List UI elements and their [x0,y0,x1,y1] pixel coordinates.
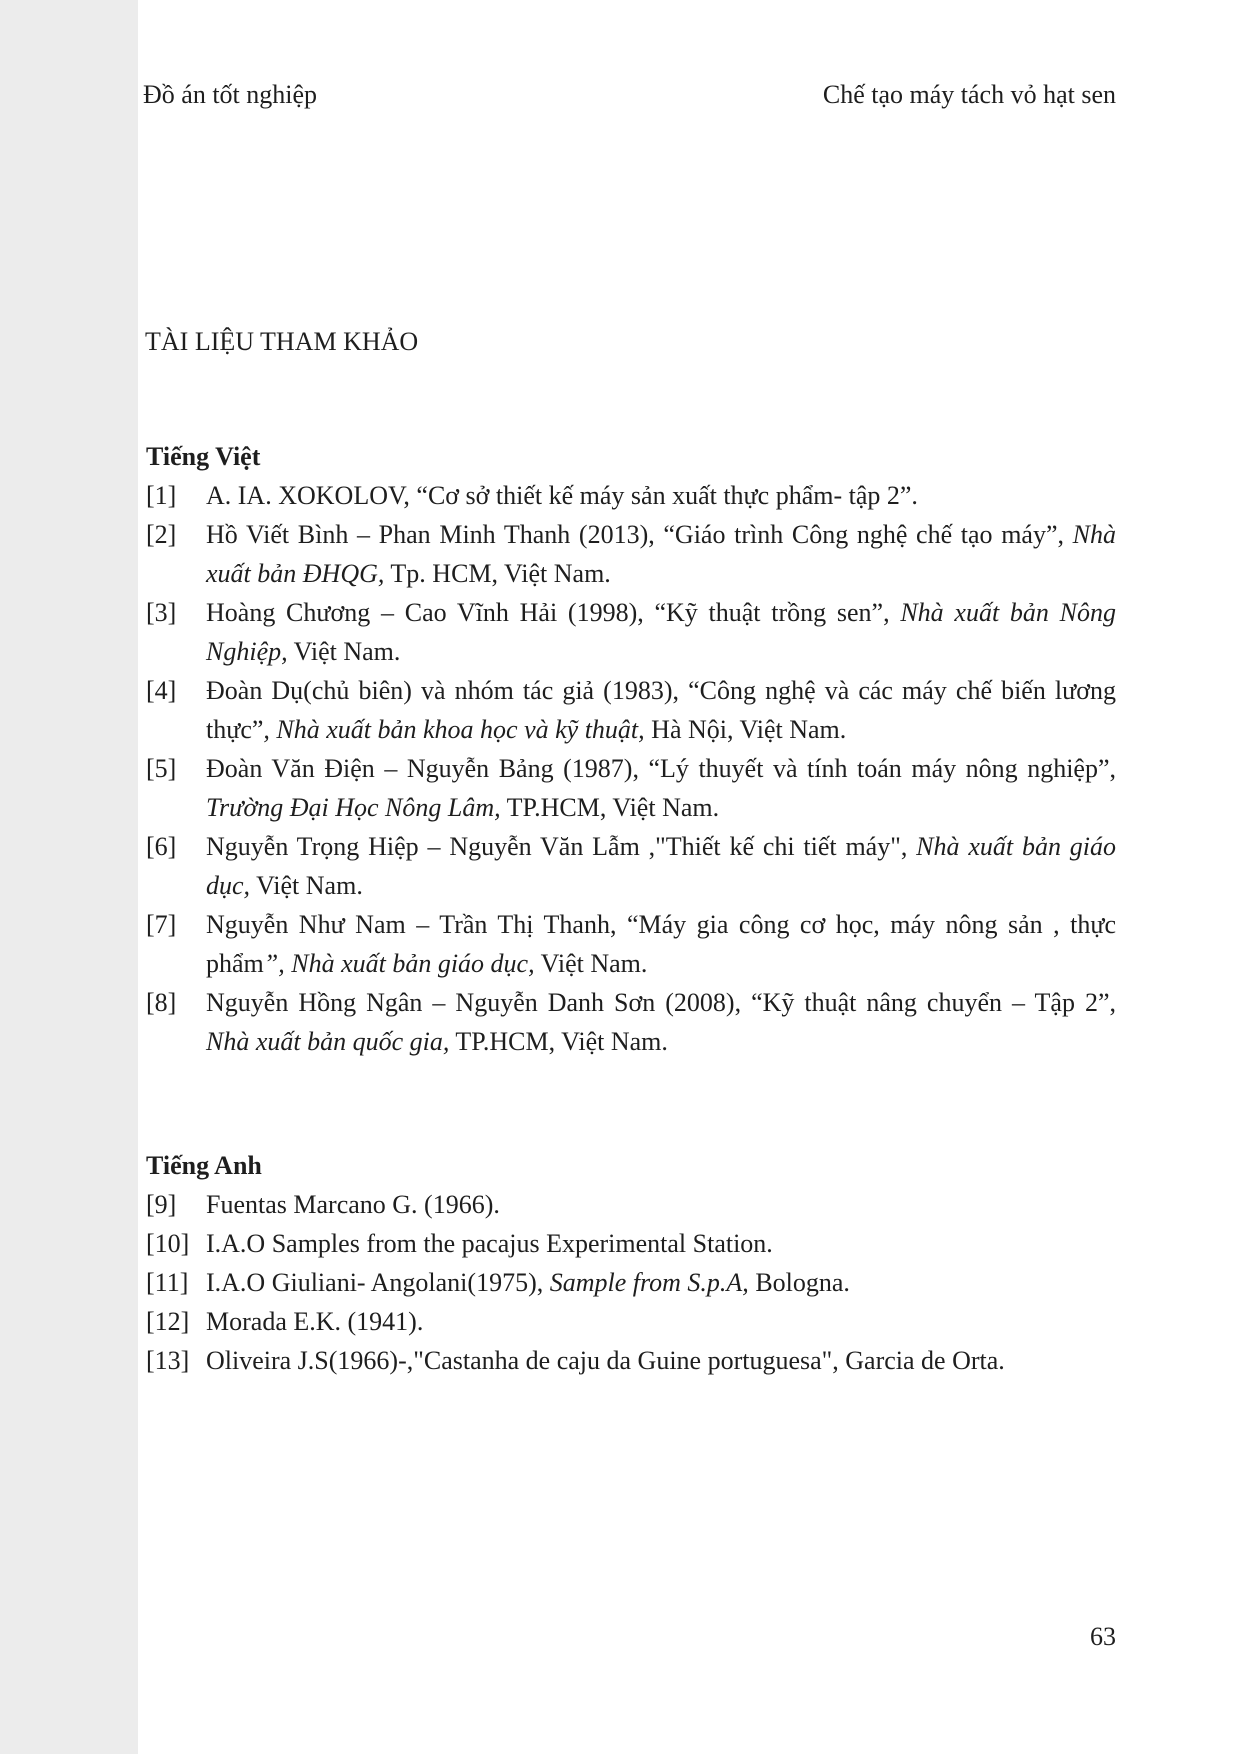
reference-text: Đoàn Văn Điện – Nguyễn Bảng (1987), “Lý thuyết và tính toán máy nông nghiệp”, [206,754,1116,783]
reference-item [146,515,1116,593]
reference-number: [7] [146,910,177,939]
reference-text: I.A.O Giuliani- Angolani(1975), [206,1268,550,1297]
reference-place: TP.HCM, Việt Nam. [500,793,720,822]
reference-text: I.A.O Samples from the pacajus Experimental Station. [206,1229,773,1258]
references-title: TÀI LIỆU THAM KHẢO [145,327,419,356]
reference-place: TP.HCM, Việt Nam. [449,1027,668,1056]
reference-number: [6] [146,832,177,861]
reference-item [146,905,1116,983]
reference-number: [9] [146,1190,177,1219]
reference-text: Nguyễn Hồng Ngân – Nguyễn Danh Sơn (2008), “Kỹ thuật nâng chuyển – Tập 2”, [206,988,1116,1017]
reference-text: Đoàn Dụ(chủ biên) và nhóm tác giả (1983), “Công nghệ và các máy chế biến lương thực” [206,676,1116,744]
reference-number: [3] [146,598,177,627]
reference-number: [11] [146,1268,189,1297]
reference-item [146,671,1116,749]
page-number: 63 [1090,1622,1116,1651]
english-reference-list [146,1185,1116,1380]
reference-text: A. IA. XOKOLOV, “Cơ sở thiết kế máy sản xuất thực phẩm- tập 2”. [206,481,918,510]
reference-publisher: , Nhà xuất bản khoa học và kỹ thuật, [263,715,645,744]
reference-item [146,827,1116,905]
reference-publisher: Nhà xuất bản Nông Nghiệp, [206,598,1117,666]
scan-margin [0,0,138,1754]
reference-place: Việt Nam. [287,637,401,666]
vietnamese-references-section [146,439,1116,1061]
english-references-heading: Tiếng Anh [146,1151,262,1180]
reference-place: Bologna. [748,1268,850,1297]
reference-place: Việt Nam. [534,949,648,978]
reference-text: Morada E.K. (1941). [206,1307,424,1336]
reference-text: Nguyễn Như Nam – Trần Thị Thanh, “Máy gia công cơ học, máy nông sản , thực phẩm [206,910,1116,978]
reference-item [146,1302,1116,1341]
reference-text: Fuentas Marcano G. (1966). [206,1190,500,1219]
reference-text: Oliveira J.S(1966)-,"Castanha de caju da Guine portuguesa", Garcia de Orta. [206,1346,1005,1375]
reference-number: [1] [146,481,177,510]
reference-number: [2] [146,520,177,549]
reference-publisher: Sample from S.p.A, [549,1268,749,1297]
reference-publisher: ”, Nhà xuất bản giáo dục, [263,949,535,978]
vietnamese-references-heading: Tiếng Việt [146,442,261,471]
reference-item [146,476,1116,515]
reference-publisher: Nhà xuất bản giáo dục, [206,832,1116,900]
vietnamese-reference-list [146,476,1116,1061]
reference-place: Việt Nam. [250,871,363,900]
reference-number: [8] [146,988,177,1017]
reference-item [146,1341,1116,1380]
reference-text: Hoàng Chương – Cao Vĩnh Hải (1998), “Kỹ thuật trồng sen”, [206,598,901,627]
header-thesis-topic: Chế tạo máy tách vỏ hạt sen [822,80,1116,109]
reference-publisher: Trường Đại Học Nông Lâm, [206,793,501,822]
reference-number: [4] [146,676,177,705]
reference-item [146,983,1116,1061]
reference-number: [5] [146,754,177,783]
reference-text: Hồ Viết Bình – Phan Minh Thanh (2013), “Giáo trình Công nghệ chế tạo máy”, [206,520,1073,549]
reference-item [146,1263,1116,1302]
reference-publisher: Nhà xuất bản quốc gia, [206,1027,450,1056]
reference-number: [10] [146,1229,190,1258]
reference-place: Tp. HCM, Việt Nam. [384,559,611,588]
header-thesis-label: Đồ án tốt nghiệp [143,80,318,109]
reference-item [146,1224,1116,1263]
reference-number: [13] [146,1346,190,1375]
reference-text: Nguyễn Trọng Hiệp – Nguyễn Văn Lẫm ,"Thiết kế chi tiết máy", [206,832,917,861]
english-references-section [146,1148,1116,1380]
reference-item [146,1185,1116,1224]
reference-item [146,593,1116,671]
reference-number: [12] [146,1307,190,1336]
reference-place: Hà Nội, Việt Nam. [644,715,847,744]
reference-publisher: Nhà xuất bản ĐHQG, [206,520,1116,588]
reference-item [146,749,1116,827]
